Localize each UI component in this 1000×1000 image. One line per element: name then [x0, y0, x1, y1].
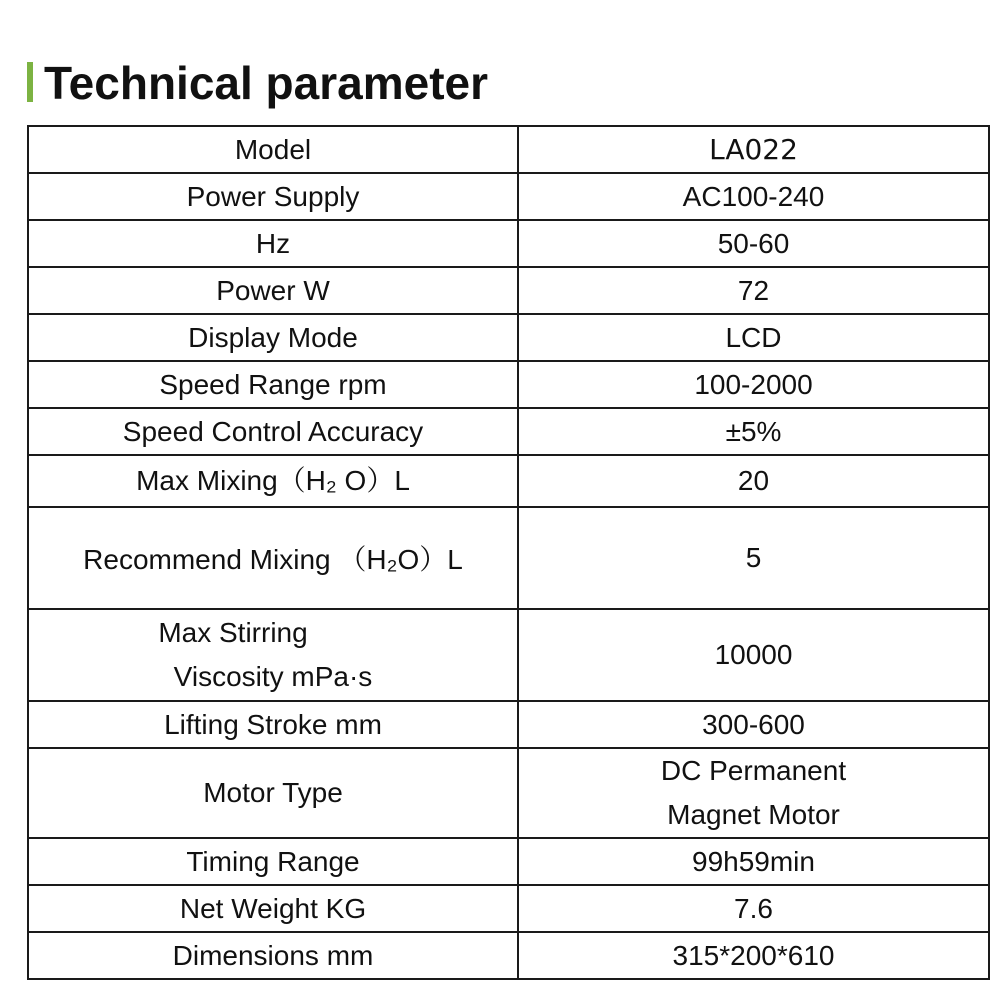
param-label-speed-range: Speed Range rpm: [28, 361, 518, 408]
param-value-hz: 50-60: [518, 220, 989, 267]
table-row: [28, 408, 989, 455]
table-row: [28, 932, 989, 979]
param-value-speed-control-accuracy: ±5%: [518, 408, 989, 455]
param-value-speed-range: 100-2000: [518, 361, 989, 408]
param-value-display-mode: LCD: [518, 314, 989, 361]
param-label-motor-type: Motor Type: [28, 748, 518, 838]
param-value-power-w: 72: [518, 267, 989, 314]
param-label-display-mode: Display Mode: [28, 314, 518, 361]
param-label-max-stirring-viscosity: [28, 609, 518, 701]
table-row: [28, 455, 989, 507]
param-value-max-mixing: 20: [518, 455, 989, 507]
technical-parameter-table: [27, 125, 990, 980]
param-label-dimensions: Dimensions mm: [28, 932, 518, 979]
param-label-hz: Hz: [28, 220, 518, 267]
title-accent-bar: [27, 62, 33, 102]
param-value-recommend-mixing: 5: [518, 507, 989, 609]
table-row: [28, 609, 989, 701]
param-value-lifting-stroke: 300-600: [518, 701, 989, 748]
table-row: [28, 220, 989, 267]
motor-type-value-line1: DC Permanent: [660, 755, 847, 786]
param-value-power-supply: AC100-240: [518, 173, 989, 220]
table-row: [28, 173, 989, 220]
param-label-net-weight: Net Weight KG: [28, 885, 518, 932]
table-row: [28, 701, 989, 748]
param-label-power-supply: Power Supply: [28, 173, 518, 220]
param-label-lifting-stroke: Lifting Stroke mm: [28, 701, 518, 748]
table-row: [28, 267, 989, 314]
param-value-net-weight: 7.6: [518, 885, 989, 932]
param-label-timing-range: Timing Range: [28, 838, 518, 885]
param-value-timing-range: 99h59min: [518, 838, 989, 885]
table-row: [28, 748, 989, 838]
param-label-speed-control-accuracy: Speed Control Accuracy: [28, 408, 518, 455]
param-label-recommend-mixing: [28, 507, 518, 609]
param-value-dimensions: 315*200*610: [518, 932, 989, 979]
table-row: [28, 361, 989, 408]
param-label-model: Model: [28, 126, 518, 173]
max-stirring-label-line1: Max Stirring: [158, 617, 308, 648]
recommend-mixing-label-text: Recommend Mixing （H₂O）L: [83, 544, 463, 575]
motor-type-value-line2: Magnet Motor: [667, 799, 840, 830]
param-value-motor-type: [518, 748, 989, 838]
table-row: [28, 314, 989, 361]
param-value-model: LA022: [518, 126, 989, 173]
table-row: [28, 126, 989, 173]
table-row: [28, 507, 989, 609]
page-title: Technical parameter: [44, 57, 489, 109]
param-label-max-mixing: Max Mixing（H₂ O）L: [28, 455, 518, 507]
param-label-power-w: Power W: [28, 267, 518, 314]
table-row: [28, 885, 989, 932]
table-row: [28, 838, 989, 885]
max-stirring-label-line2: Viscosity mPa·s: [173, 661, 373, 692]
param-value-max-stirring-viscosity: 10000: [518, 609, 989, 701]
